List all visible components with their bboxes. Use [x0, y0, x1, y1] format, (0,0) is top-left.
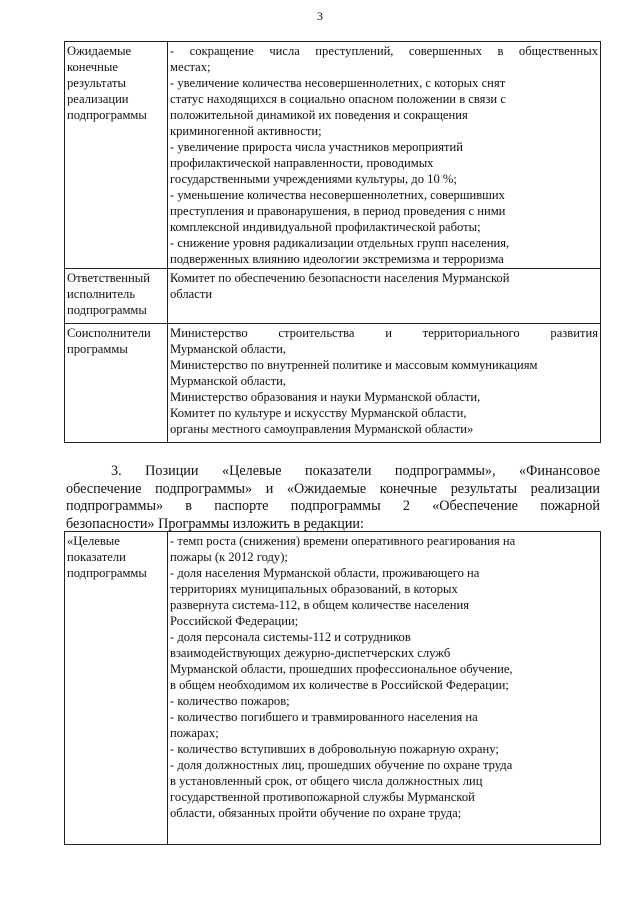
content-line: местах; — [170, 60, 211, 74]
label-line: исполнитель — [67, 287, 136, 301]
label-line: Ожидаемые — [67, 44, 132, 58]
content-line: в установленный срок, от общего числа должностных лиц — [170, 774, 483, 788]
content-line: - сокращение числа преступлений, совершенных в общественных — [170, 44, 598, 58]
content-line: области, обязанных пройти обучение по охране труда; — [170, 806, 462, 820]
content-line: государственными учреждениями культуры, до 10 %; — [170, 172, 457, 186]
paragraph-line: подпрограммы» в паспорте подпрограммы 2 «Обеспечение пожарной — [66, 498, 600, 514]
table-row-co-executors — [65, 324, 601, 443]
row-content-expected-results — [168, 42, 601, 269]
content-line: Министерство образования и науки Мурманской области, — [170, 390, 481, 404]
passport-table-subprogram-2 — [64, 531, 601, 845]
label-line: программы — [67, 342, 128, 356]
content-line: - уменьшение количества несовершеннолетних, совершивших — [170, 188, 505, 202]
content-line: территориях муниципальных образований, в которых — [170, 582, 458, 596]
row-label-responsible-executor — [65, 269, 168, 324]
row-label-co-executors — [65, 324, 168, 443]
content-line: - доля должностных лиц, прошедших обучение по охране труда — [170, 758, 513, 772]
content-line: в общем необходимом их количестве в Российской Федерации; — [170, 678, 509, 692]
content-line: - увеличение прироста числа участников мероприятий — [170, 140, 463, 154]
content-line: подверженных влиянию идеологии экстремизма и терроризма — [170, 252, 504, 266]
content-line: Мурманской области, прошедших профессиональное обучение, — [170, 662, 513, 676]
row-content-responsible-executor — [168, 269, 601, 324]
content-line: - доля персонала системы-112 и сотрудников — [170, 630, 411, 644]
content-line: - количество погибшего и травмированного населения на — [170, 710, 478, 724]
content-line: пожарах; — [170, 726, 219, 740]
table-row-target-indicators — [65, 532, 601, 845]
content-line: Мурманской области, — [170, 342, 286, 356]
content-line: государственной противопожарной службы Мурманской — [170, 790, 475, 804]
amendment-paragraph — [66, 463, 600, 533]
row-content-target-indicators — [168, 532, 601, 845]
row-content-co-executors — [168, 324, 601, 443]
content-line: Комитет по обеспечению безопасности населения Мурманской — [170, 271, 510, 285]
label-line: конечные — [67, 60, 118, 74]
table-row-responsible-executor — [65, 269, 601, 324]
content-line: Министерство по внутренней политике и массовым коммуникациям — [170, 358, 538, 372]
content-line: - увеличение количества несовершеннолетних, с которых снят — [170, 76, 506, 90]
label-line: «Целевые — [67, 534, 120, 548]
content-line: развернута система-112, в общем количестве населения — [170, 598, 470, 612]
content-line: Мурманской области, — [170, 374, 286, 388]
content-line: статус находящихся в социально опасном положении в связи с — [170, 92, 506, 106]
page-number: 3 — [317, 9, 323, 23]
label-line: подпрограммы — [67, 303, 147, 317]
content-line: профилактической направленности, проводимых — [170, 156, 434, 170]
label-line: подпрограммы — [67, 566, 147, 580]
content-line: органы местного самоуправления Мурманской области» — [170, 422, 474, 436]
content-line: - доля населения Мурманской области, проживающего на — [170, 566, 480, 580]
paragraph-line: обеспечение подпрограммы» и «Ожидаемые конечные результаты реализации — [66, 480, 600, 497]
label-line: показатели — [67, 550, 126, 564]
content-line: комплексной индивидуальной профилактической работы; — [170, 220, 481, 234]
label-line: Ответственный — [67, 271, 150, 285]
content-line: Российской Федерации; — [170, 614, 299, 628]
row-label-target-indicators — [65, 532, 168, 845]
content-line: Комитет по культуре и искусству Мурманской области, — [170, 406, 467, 420]
content-line: криминогенной активности; — [170, 124, 322, 138]
table-row-expected-results — [65, 42, 601, 269]
content-line: - снижение уровня радикализации отдельных групп населения, — [170, 236, 510, 250]
label-line: реализации — [67, 92, 129, 106]
content-line: преступления и правонарушения, в период проведения с ними — [170, 204, 506, 218]
content-line: - количество пожаров; — [170, 694, 290, 708]
paragraph-line: 3. Позиции «Целевые показатели подпрограммы», «Финансовое — [111, 463, 600, 479]
content-line: Министерство строительства и территориального развития — [170, 326, 598, 340]
content-line: пожары (к 2012 году); — [170, 550, 288, 564]
content-line: положительной динамикой их поведения и сокращения — [170, 108, 468, 122]
content-line: - темп роста (снижения) времени оперативного реагирования на — [170, 534, 516, 548]
content-line: - количество вступивших в добровольную пожарную охрану; — [170, 742, 499, 756]
content-line: взаимодействующих дежурно-диспетчерских служб — [170, 646, 451, 660]
label-line: подпрограммы — [67, 108, 147, 122]
paragraph-line: безопасности» Программы изложить в редакции: — [66, 515, 364, 532]
label-line: результаты — [67, 76, 126, 90]
label-line: Соисполнители — [67, 326, 151, 340]
passport-table-subprogram-1 — [64, 41, 601, 443]
content-line: области — [170, 287, 213, 301]
row-label-expected-results — [65, 42, 168, 269]
